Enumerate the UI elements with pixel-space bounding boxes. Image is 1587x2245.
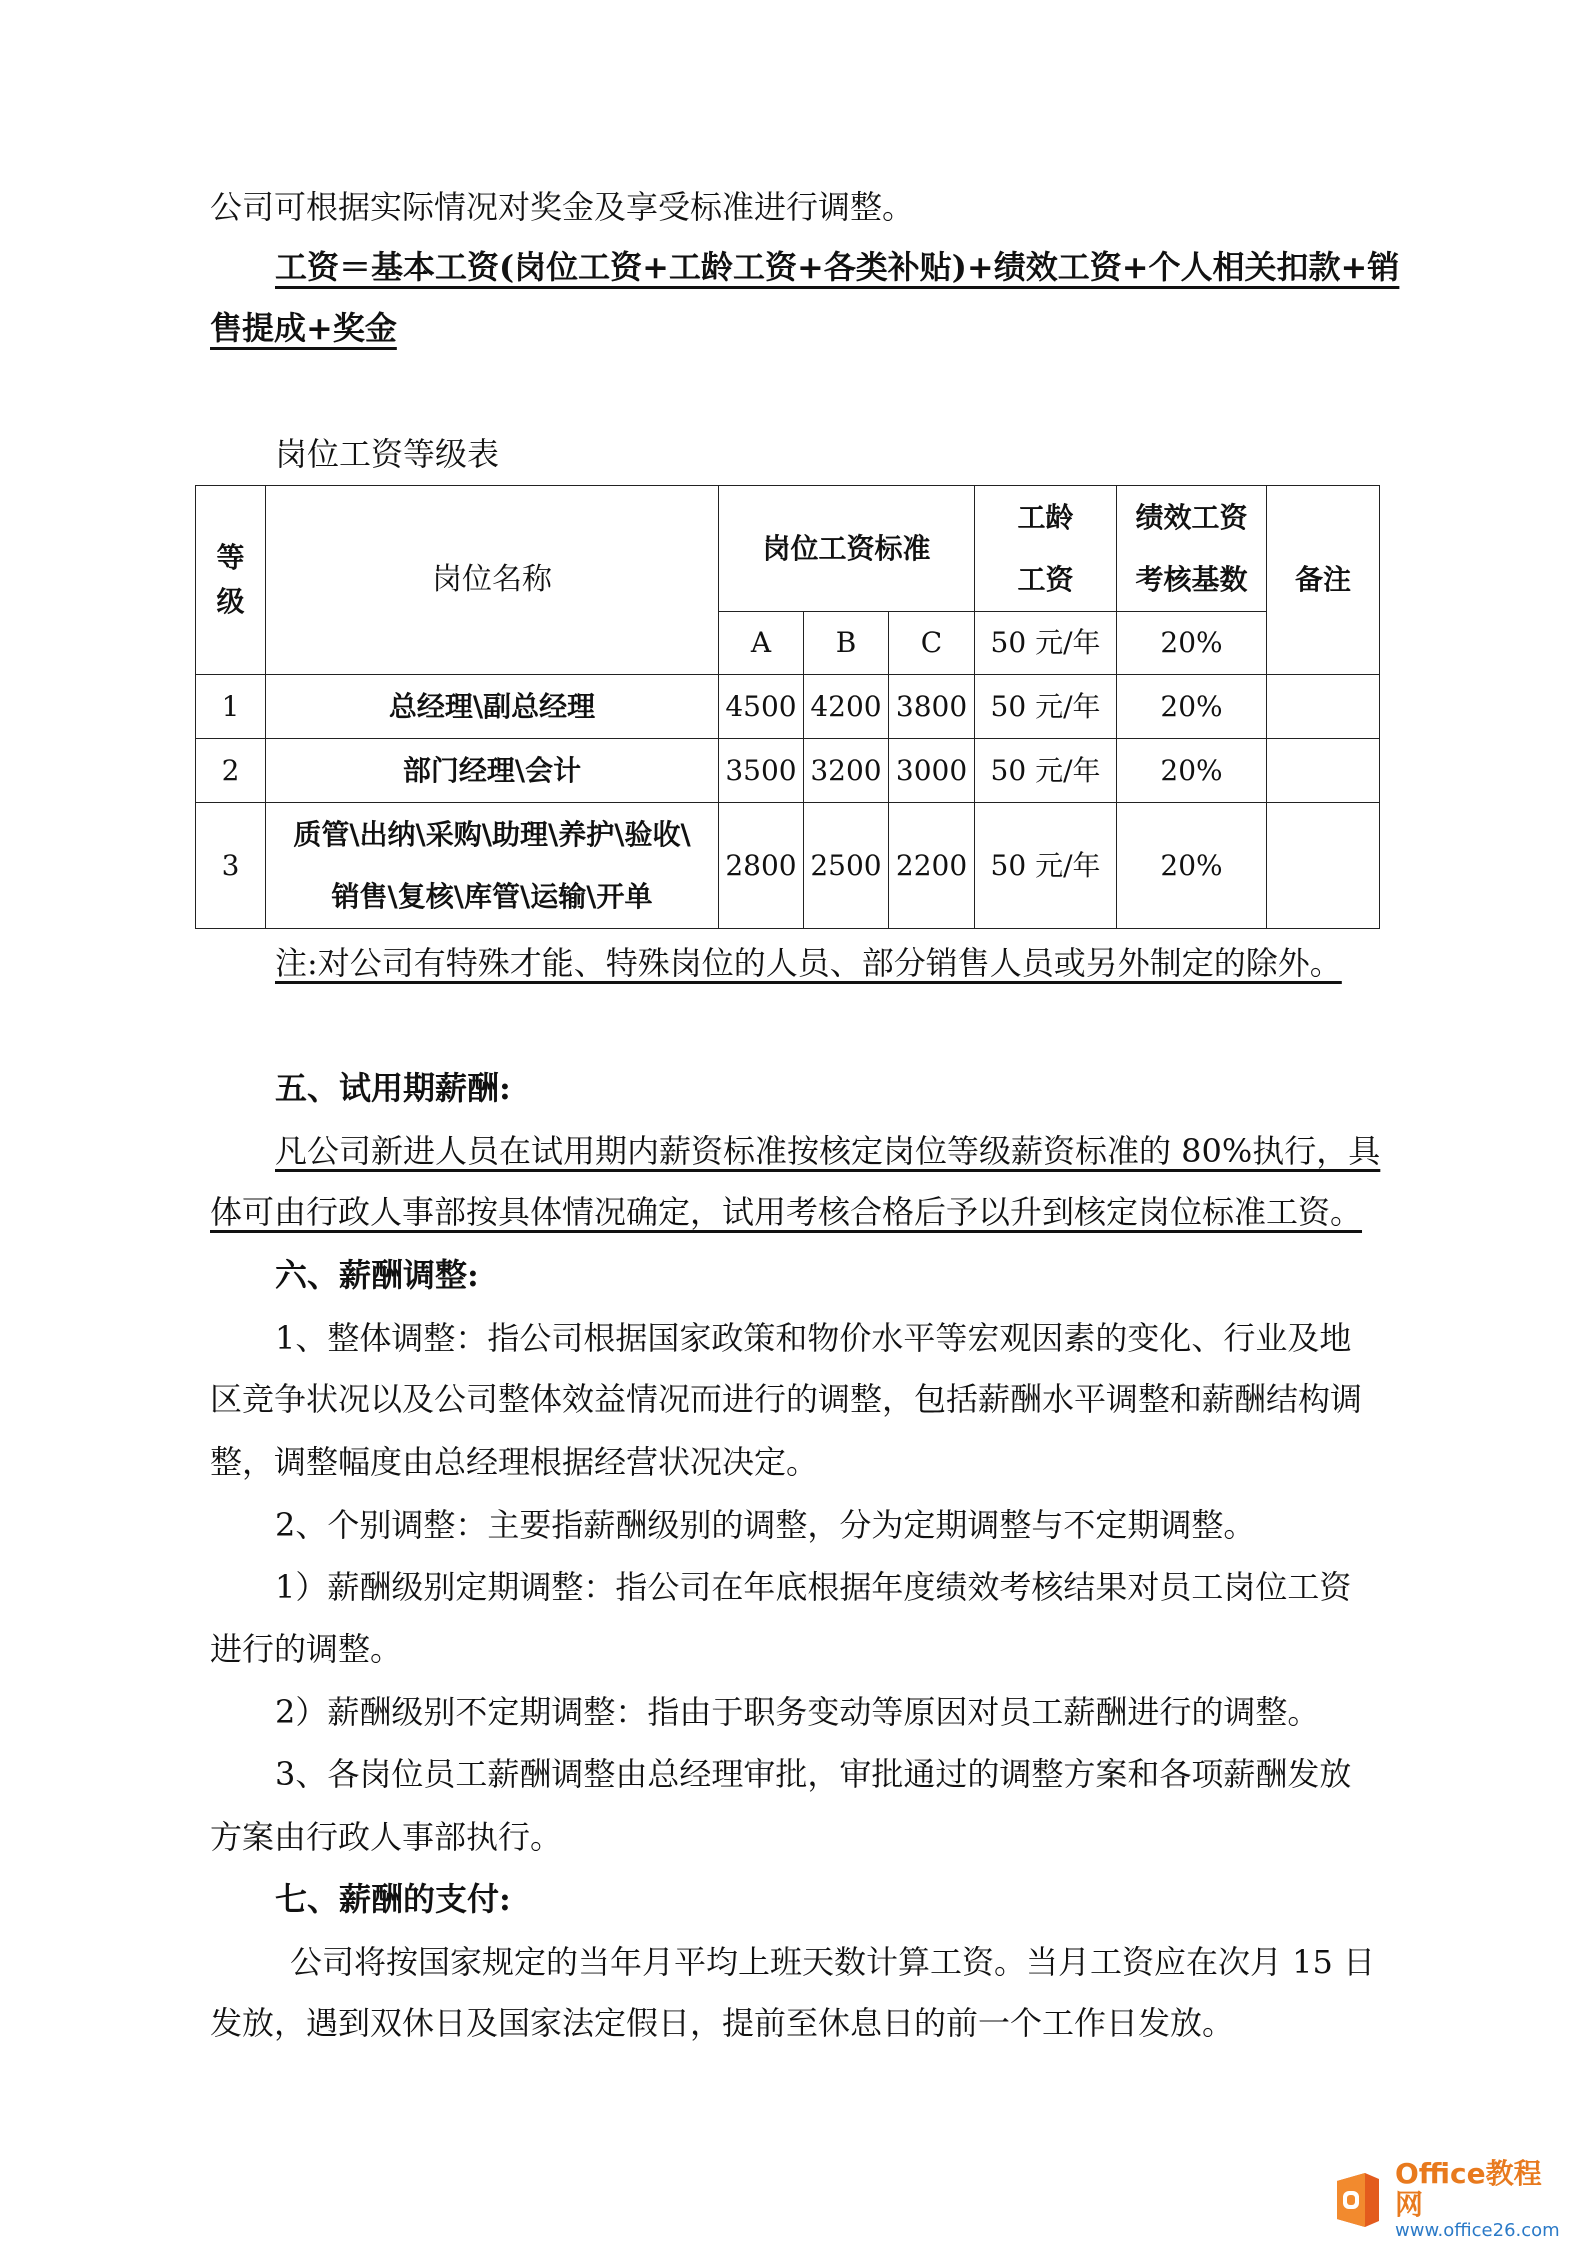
salary-grade-table (195, 485, 1380, 929)
section-5-heading: 五、试用期薪酬: (275, 1069, 511, 1107)
row-c: 3800 (889, 675, 975, 739)
table-row (196, 803, 1380, 929)
row-seniority: 50 元/年 (975, 739, 1117, 803)
row-remark (1267, 803, 1380, 929)
row-c: 2200 (889, 803, 975, 929)
row-performance: 20% (1117, 803, 1267, 929)
header-position: 岗位名称 (266, 486, 719, 675)
salary-formula-line-1: 工资＝基本工资(岗位工资+工龄工资+各类补贴)+绩效工资+个人相关扣款+销 (275, 248, 1400, 286)
row-performance: 20% (1117, 739, 1267, 803)
salary-formula-line-2: 售提成+奖金 (210, 309, 397, 347)
row-a: 3500 (719, 739, 804, 803)
row-level: 3 (196, 803, 266, 929)
row-seniority: 50 元/年 (975, 803, 1117, 929)
section-6-heading: 六、薪酬调整: (275, 1256, 479, 1294)
section-6-item-1-line-2: 区竞争状况以及公司整体效益情况而进行的调整，包括薪酬水平调整和薪酬结构调 (210, 1380, 1363, 1418)
header-remark: 备注 (1267, 486, 1380, 675)
section-6-item-2b: 2）薪酬级别不定期调整：指由于职务变动等原因对员工薪酬进行的调整。 (275, 1693, 1320, 1731)
section-6-item-3-line-2: 方案由行政人事部执行。 (210, 1818, 563, 1856)
section-6-item-2a-line-2: 进行的调整。 (210, 1630, 403, 1668)
header-seniority: 工龄 工资 (975, 486, 1117, 612)
header-performance: 绩效工资 考核基数 (1117, 486, 1267, 612)
section-6-item-1-line-1: 1、整体调整：指公司根据国家政策和物价水平等宏观因素的变化、行业及地 (275, 1319, 1352, 1357)
watermark-title: Office教程网 (1395, 2157, 1542, 2222)
section-6-item-2: 2、个别调整：主要指薪酬级别的调整，分为定期调整与不定期调整。 (275, 1506, 1256, 1544)
header-level: 等 级 (196, 486, 266, 675)
header-a: A (719, 612, 804, 675)
table-note: 注:对公司有特殊才能、特殊岗位的人员、部分销售人员或另外制定的除外。 (275, 944, 1342, 982)
table-row (196, 739, 1380, 803)
row-b: 4200 (804, 675, 889, 739)
section-7-heading: 七、薪酬的支付: (275, 1880, 511, 1918)
section-6-item-3-line-1: 3、各岗位员工薪酬调整由总经理审批，审批通过的调整方案和各项薪酬发放 (275, 1755, 1352, 1793)
header-standard: 岗位工资标准 (719, 486, 975, 612)
row-performance: 20% (1117, 675, 1267, 739)
header-b: B (804, 612, 889, 675)
row-remark (1267, 739, 1380, 803)
watermark-url: www.office26.com (1395, 2219, 1560, 2241)
section-5-paragraph-line-2: 体可由行政人事部按具体情况确定，试用考核合格后予以升到核定岗位标准工资。 (210, 1193, 1363, 1231)
section-6-item-1-line-3: 整，调整幅度由总经理根据经营状况决定。 (210, 1443, 819, 1481)
section-7-paragraph-line-2: 发放，遇到双休日及国家法定假日，提前至休息日的前一个工作日发放。 (210, 2004, 1235, 2042)
row-level: 1 (196, 675, 266, 739)
row-position: 部门经理\会计 (266, 739, 719, 803)
row-a: 4500 (719, 675, 804, 739)
section-7-paragraph-line-1: 公司将按国家规定的当年月平均上班天数计算工资。当月工资应在次月 15 日 (290, 1943, 1376, 1981)
row-a: 2800 (719, 803, 804, 929)
row-remark (1267, 675, 1380, 739)
section-6-item-2a-line-1: 1）薪酬级别定期调整：指公司在年底根据年度绩效考核结果对员工岗位工资 (275, 1568, 1352, 1606)
table-row (196, 675, 1380, 739)
header-c: C (889, 612, 975, 675)
row-seniority: 50 元/年 (975, 675, 1117, 739)
office-logo-icon (1329, 2171, 1387, 2229)
row-level: 2 (196, 739, 266, 803)
office-watermark (1329, 2157, 1569, 2241)
section-5-paragraph-line-1: 凡公司新进人员在试用期内薪资标准按核定岗位等级薪资标准的 80%执行，具 (275, 1132, 1381, 1170)
row-position: 总经理\副总经理 (266, 675, 719, 739)
header-seniority-value: 50 元/年 (975, 612, 1117, 675)
row-position: 质管\出纳\采购\助理\养护\验收\ 销售\复核\库管\运输\开单 (266, 803, 719, 929)
header-performance-value: 20% (1117, 612, 1267, 675)
row-b: 2500 (804, 803, 889, 929)
row-c: 3000 (889, 739, 975, 803)
intro-paragraph: 公司可根据实际情况对奖金及享受标准进行调整。 (210, 188, 915, 226)
row-b: 3200 (804, 739, 889, 803)
table-title: 岗位工资等级表 (275, 435, 500, 473)
